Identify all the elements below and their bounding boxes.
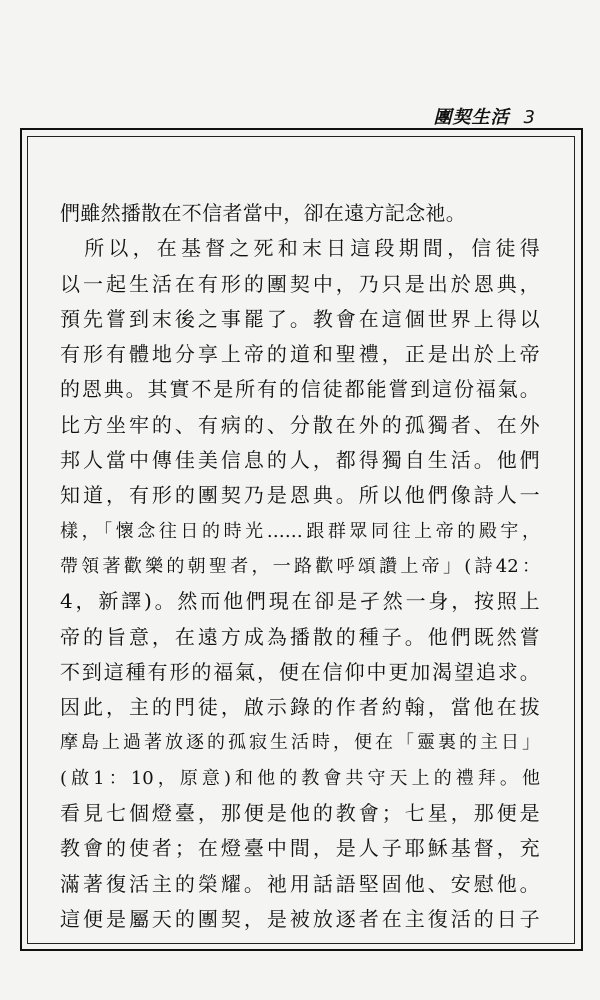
chapter-title: 團契生活 — [433, 107, 510, 128]
text-line: 因此，主的門徒，啟示錄的作者約翰，當他在拔 — [60, 695, 540, 720]
text-line: 有形有體地分享上帝的道和聖禮，正是出於上帝 — [60, 342, 540, 367]
text-line: 滿著復活主的榮耀。祂用話語堅固他、安慰他。 — [60, 871, 540, 896]
text-line: 不到這種有形的福氣，便在信仰中更加渴望追求。 — [60, 659, 540, 684]
page-number: 3 — [523, 107, 536, 128]
text-line: 這便是屬天的團契，是被放逐者在主復活的日子 — [60, 906, 540, 931]
text-line: 教會的使者；在燈臺中間，是人子耶穌基督，充 — [60, 836, 540, 861]
text-line: 以一起生活在有形的團契中，乃只是出於恩典， — [60, 271, 540, 296]
body-text — [60, 196, 540, 937]
text-line: 看見七個燈臺，那便是他的教會；七星，那便是 — [60, 801, 540, 826]
text-line: 帝的旨意，在遠方成為播散的種子。他們既然嘗 — [60, 624, 540, 649]
running-header — [434, 103, 536, 129]
text-line: 知道，有形的團契乃是恩典。所以他們像詩人一 — [60, 483, 540, 508]
text-line: (啟1：10，原意)和他的教會共守天上的禮拜。他 — [60, 767, 540, 789]
text-line: 比方坐牢的、有病的、分散在外的孤獨者、在外 — [60, 412, 540, 437]
text-line: 所以，在基督之死和末日這段期間，信徒得 — [60, 236, 540, 261]
text-line: 邦人當中傳佳美信息的人，都得獨自生活。他們 — [60, 448, 540, 473]
text-line: 4，新譯)。然而他們現在卻是孑然一身，按照上 — [60, 589, 540, 614]
text-line: 的恩典。其實不是所有的信徒都能嘗到這份福氣。 — [60, 377, 540, 402]
text-line: 們雖然播散在不信者當中，卻在遠方記念祂。 — [60, 201, 466, 225]
text-line: 摩島上過著放逐的孤寂生活時，便在「靈裏的主日」 — [60, 732, 540, 754]
text-line: 帶領著歡樂的朝聖者，一路歡呼頌讚上帝」(詩42： — [60, 555, 540, 577]
text-line: 樣，「懷念往日的時光……跟群眾同往上帝的殿宇， — [60, 520, 540, 542]
text-line: 預先嘗到末後之事罷了。教會在這個世界上得以 — [60, 306, 540, 331]
